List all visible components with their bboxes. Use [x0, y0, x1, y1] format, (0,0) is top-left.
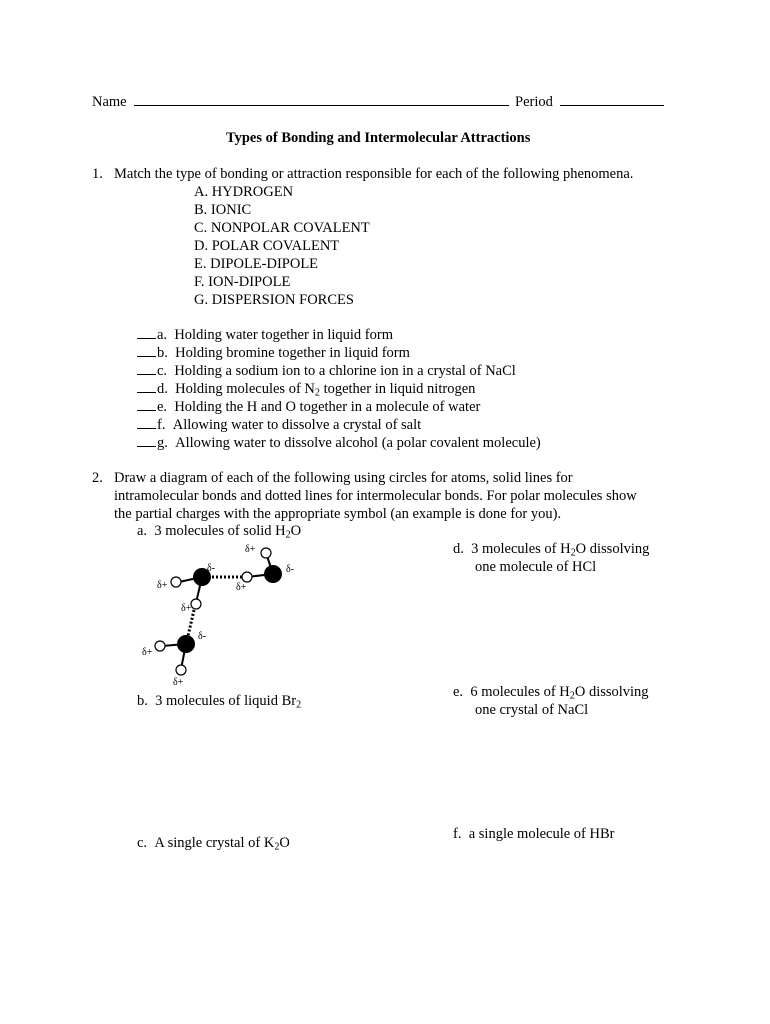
charge-label-delta-plus: δ+	[236, 582, 247, 593]
q2-prompt-line-2: intramolecular bonds and dotted lines for intermolecular bonds. For polar molecules show	[114, 488, 637, 504]
name-blank-line[interactable]	[134, 105, 509, 106]
charge-label-delta-minus: δ-	[286, 564, 295, 575]
option-ionic: B. IONIC	[194, 202, 252, 218]
q1-prompt: Match the type of bonding or attraction responsible for each of the following phenomena.	[114, 166, 634, 182]
option-dipole-dipole: E. DIPOLE-DIPOLE	[194, 256, 319, 272]
q1-item-g: g. Allowing water to dissolve alcohol (a polar covalent molecule)	[137, 436, 541, 451]
q2-part-b: b. 3 molecules of liquid $Br_2$	[137, 693, 302, 711]
charge-label-delta-plus: δ+	[173, 677, 184, 688]
q2-prompt-line-3: the partial charges with the appropriate symbol (an example is done for you).	[114, 506, 562, 522]
q2-part-d-line-2: one molecule of HCl	[475, 559, 597, 575]
q1-number: 1.	[92, 166, 103, 182]
charge-label-delta-plus: δ+	[181, 603, 192, 614]
charge-label-delta-plus: δ+	[245, 544, 256, 555]
q1-item-f: f. Allowing water to dissolve a crystal of salt	[137, 418, 421, 433]
period-label: Period	[515, 95, 664, 110]
q2-part-f: f. a single molecule of HBr	[453, 826, 615, 842]
period-blank-line[interactable]	[560, 105, 664, 106]
q2-number: 2.	[92, 470, 103, 486]
option-nonpolar-covalent: C. NONPOLAR COVALENT	[194, 220, 370, 236]
q1-item-e: e. Holding the H and O together in a molecule of water	[137, 400, 480, 415]
hydrogen-atom	[155, 641, 165, 651]
answer-blank-g[interactable]	[137, 446, 156, 447]
q2-part-e-line-1: e. 6 molecules of $H_2O$ dissolving	[453, 684, 649, 702]
answer-blank-a[interactable]	[137, 338, 156, 339]
hydrogen-atom	[176, 665, 186, 675]
water-hydrogen-bond-diagram	[130, 540, 330, 690]
charge-label-delta-plus: δ+	[157, 580, 168, 591]
hydrogen-atom	[242, 572, 252, 582]
q2-part-a: a. 3 molecules of solid $H_2O$	[137, 523, 302, 541]
q1-item-c: c. Holding a sodium ion to a chlorine ion in a crystal of NaCl	[137, 364, 516, 379]
answer-blank-f[interactable]	[137, 428, 156, 429]
hydrogen-atom	[191, 599, 201, 609]
oxygen-atom	[177, 635, 195, 653]
q2-part-d-line-1: d. 3 molecules of $H_2O$ dissolving	[453, 541, 650, 559]
q1-item-b: b. Holding bromine together in liquid form	[137, 346, 410, 361]
oxygen-atom	[264, 565, 282, 583]
q2-part-e-line-2: one crystal of NaCl	[475, 702, 589, 718]
option-dispersion-forces: G. DISPERSION FORCES	[194, 292, 354, 308]
q1-item-d: d. Holding molecules of $N_2$ together in liquid nitrogen	[137, 382, 475, 397]
answer-blank-c[interactable]	[137, 374, 156, 375]
q1-item-a: a. Holding water together in liquid form	[137, 328, 393, 343]
q2-part-c: c. A single crystal of $K_2O$	[137, 835, 290, 853]
name-label: Name	[92, 95, 509, 110]
hydrogen-atom	[261, 548, 271, 558]
charge-label-delta-plus: δ+	[142, 647, 153, 658]
charge-label-delta-minus: δ-	[198, 631, 207, 642]
option-polar-covalent: D. POLAR COVALENT	[194, 238, 340, 254]
option-hydrogen: A. HYDROGEN	[194, 184, 294, 200]
option-ion-dipole: F. ION-DIPOLE	[194, 274, 291, 290]
answer-blank-e[interactable]	[137, 410, 156, 411]
page-title: Types of Bonding and Intermolecular Attractions	[226, 130, 531, 146]
answer-blank-d[interactable]	[137, 392, 156, 393]
answer-blank-b[interactable]	[137, 356, 156, 357]
q2-prompt-line-1: Draw a diagram of each of the following using circles for atoms, solid lines for	[114, 470, 573, 486]
hydrogen-atom	[171, 577, 181, 587]
charge-label-delta-minus: δ-	[207, 563, 216, 574]
